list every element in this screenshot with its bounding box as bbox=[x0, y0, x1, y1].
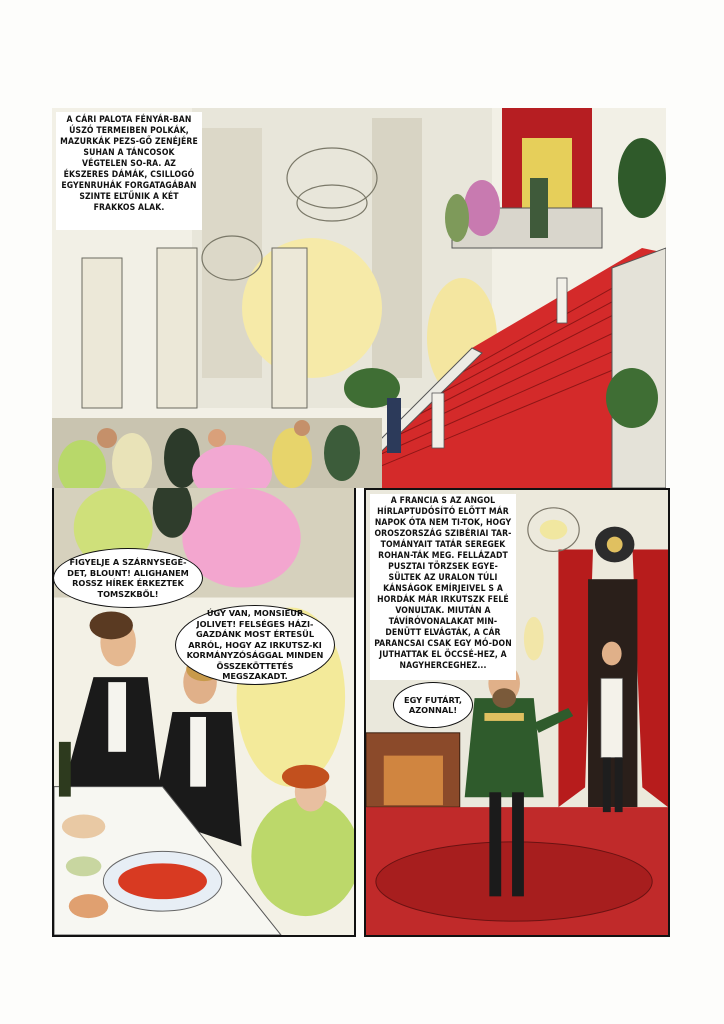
speech-text-jolivet: FIGYELJE A SZÁRNYSEGÉ-DET, BLOUNT! ALIGHANEM ROSSZ HÍREK ÉRKEZTEK TOMSZKBŐL! bbox=[67, 557, 189, 599]
speech-text-grand-duke: EGY FUTÁRT, AZONNAL! bbox=[404, 694, 462, 715]
speech-bubble-blount bbox=[175, 605, 335, 685]
speech-bubble-jolivet bbox=[53, 548, 203, 608]
narration-caption-right: A FRANCIA S AZ ANGOL HÍRLAPTUDÓSÍTÓ ELŐTT MÁR NAPOK ÓTA NEM TI-TOK, HOGY OROSZORSZÁG SZIBÉRIAI TAR-TOMÁNYAIT TATÁR SEREGEK ROHAN-TÁK MEG. FELLÁZADT PUSZTAI TÖRZSEK EGYE-SÜLTEK AZ URALON TÚLI KÁNSÁGOK EMÍRJEIVEL S A HORDÁK MÁR IRKUTSZK FELÉ VONULTAK. MIUTÁN A TÁVÍRÓVONALAKAT MIN-DENÜTT ELVÁGTÁK, A CÁR PARANCSAI CSAK EGY MÓ-DON JUTHATTAK EL ÖCCSÉ-HEZ, A NAGYHERCEGHEZ... bbox=[370, 494, 516, 680]
narration-caption-top: A CÁRI PALOTA FÉNYÁR-BAN ÚSZÓ TERMEIBEN POLKÁK, MAZURKÁK PEZS-GŐ ZENÉJÉRE SUHAN A TÁNCOSOK VÉGTELEN SO-RA. AZ ÉKSZERES DÁMÁK, CSILLOGÓ EGYENRUHÁK FORGATAGÁBAN SZINTE ELTŰNIK A KÉT FRAKKOS ALAK. bbox=[56, 112, 202, 230]
speech-text-blount: ÚGY VAN, MONSIEUR JOLIVET! FELSÉGES HÁZI-GAZDÁNK MOST ÉRTESÜL ARRÓL, HOGY AZ IRKUTSZ-KI KORMÁNYZÓSÁGGAL MINDEN ÖSSZEKÖTTETÉS MEGSZAKADT. bbox=[186, 608, 324, 682]
speech-bubble-grand-duke bbox=[393, 682, 473, 728]
